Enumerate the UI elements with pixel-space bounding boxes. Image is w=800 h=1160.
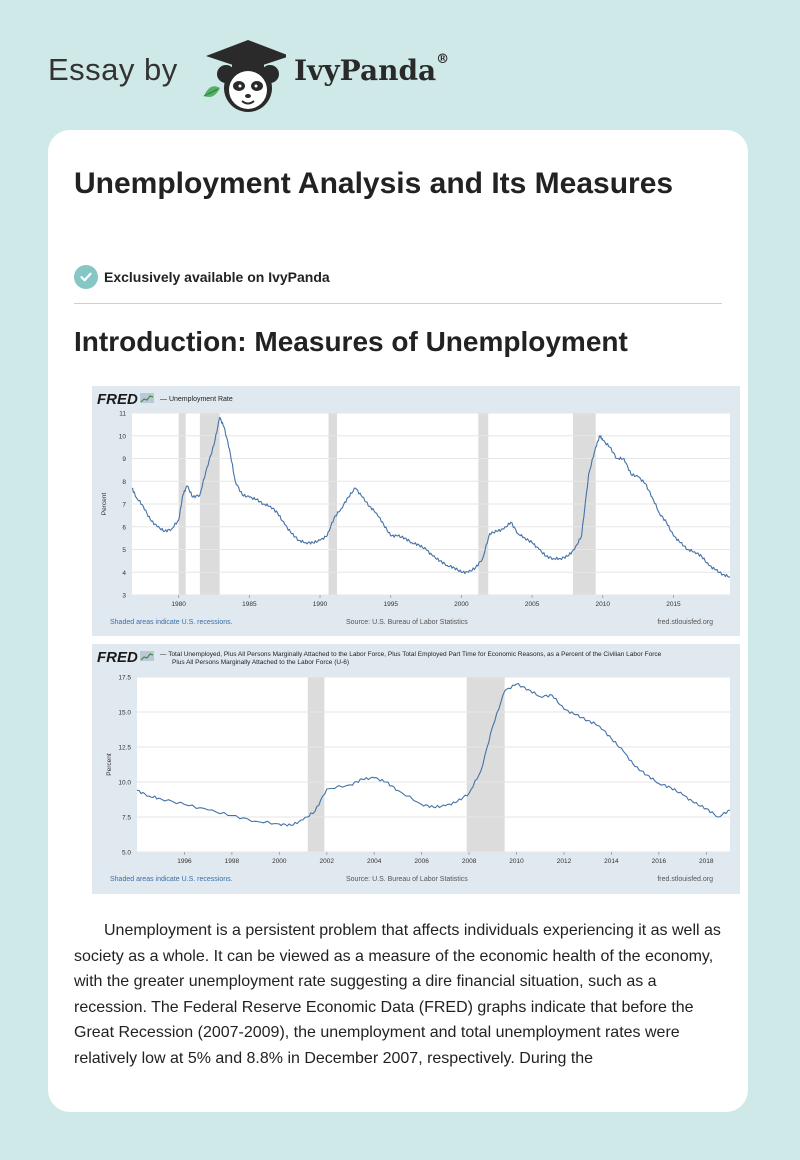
- y-tick-label: 12.5: [118, 744, 131, 752]
- x-tick-label: 2008: [461, 858, 477, 865]
- fred-logo: FRED: [97, 649, 138, 666]
- brand-name[interactable]: IvyPanda®: [294, 52, 450, 87]
- x-tick-label: 2010: [595, 601, 611, 608]
- y-tick-label: 7: [122, 501, 126, 509]
- page-title: Unemployment Analysis and Its Measures: [74, 167, 674, 200]
- section-heading: Introduction: Measures of Unemployment: [74, 326, 628, 357]
- y-tick-label: 5: [122, 547, 126, 554]
- source-note: Source: U.S. Bureau of Labor Statistics: [346, 876, 468, 883]
- y-tick-label: 10.0: [118, 779, 131, 787]
- panda-logo-icon: [198, 34, 286, 114]
- x-tick-label: 1996: [177, 858, 192, 865]
- x-tick-label: 1980: [171, 601, 186, 608]
- x-tick-label: 2018: [699, 858, 714, 865]
- series-label: — Unemployment Rate: [160, 396, 233, 403]
- fred-chart-2: [92, 644, 740, 894]
- recession-band: [308, 677, 325, 852]
- x-tick-label: 1990: [312, 601, 328, 608]
- y-tick-label: 10: [118, 433, 126, 441]
- site-url: fred.stlouisfed.org: [657, 619, 713, 626]
- plot-area: [137, 677, 730, 852]
- y-tick-label: 3: [122, 592, 126, 600]
- exclusive-label: Exclusively available on IvyPanda: [104, 269, 330, 285]
- x-tick-label: 2016: [651, 858, 667, 865]
- body-paragraph: Unemployment is a persistent problem that affects individuals experiencing it as well as society as a whole. It can be viewed as a measure of the economic health of the economy, with the greater unemployment rate suggesting a dire financial situation, such as a recession. The Federal Reserve Economic Data (FRED) graphs indicate that before the Great Recession (2007-2009), the unemployment and total unemployment rates were relatively low at 5% and 8.8% in December 2007, respectively. During the: [74, 922, 721, 1067]
- x-tick-label: 2012: [556, 858, 572, 865]
- recession-band: [467, 677, 505, 852]
- x-tick-label: 2000: [454, 601, 469, 608]
- y-tick-label: 9: [122, 456, 126, 463]
- x-tick-label: 2000: [272, 858, 287, 865]
- x-tick-label: 1998: [224, 858, 240, 865]
- x-tick-label: 1995: [383, 601, 398, 608]
- checkmark-icon: [74, 265, 98, 289]
- y-tick-label: 11: [119, 410, 126, 418]
- x-tick-label: 1985: [242, 601, 257, 608]
- x-tick-label: 2014: [604, 858, 619, 865]
- fred-chart-1: [92, 386, 740, 636]
- article-card: [48, 130, 748, 1112]
- y-tick-label: 17.5: [118, 674, 131, 682]
- fred-chart-icon: [140, 393, 154, 403]
- fred-logo: FRED: [97, 391, 138, 408]
- x-tick-label: 2004: [366, 858, 382, 865]
- x-tick-label: 2005: [524, 601, 540, 608]
- essay-by-text: Essay by: [48, 52, 178, 87]
- series-label: — Total Unemployed, Plus All Persons Marginally Attached to the Labor Force, Plus Total Employed Part Time for Economic Reasons, as a Percent of the Civilian Labor Force Plus All Persons Marginally Attached to the Labor Force (U-6): [160, 651, 662, 666]
- y-tick-label: 8: [122, 478, 126, 486]
- recession-note: Shaded areas indicate U.S. recessions.: [110, 876, 233, 883]
- fred-charts-figure: [92, 386, 740, 894]
- y-axis-label: Percent: [101, 492, 108, 516]
- site-url: fred.stlouisfed.org: [657, 876, 713, 883]
- x-tick-label: 2006: [414, 858, 429, 865]
- site-header: [48, 30, 508, 110]
- y-tick-label: 5.0: [121, 849, 131, 857]
- exclusive-badge: [74, 264, 330, 290]
- y-tick-label: 7.5: [121, 814, 131, 822]
- x-tick-label: 2010: [509, 858, 524, 865]
- y-tick-label: 15.0: [118, 709, 131, 717]
- divider: [74, 303, 722, 304]
- fred-chart-icon: [140, 651, 154, 661]
- source-note: Source: U.S. Bureau of Labor Statistics: [346, 619, 468, 626]
- fred-charts-svg: [92, 386, 740, 894]
- recession-note: Shaded areas indicate U.S. recessions.: [110, 619, 233, 626]
- y-tick-label: 4: [122, 569, 126, 577]
- y-axis-label: Percent: [106, 753, 113, 776]
- y-tick-label: 6: [122, 524, 126, 532]
- x-tick-label: 2002: [319, 858, 334, 865]
- x-tick-label: 2015: [666, 601, 681, 608]
